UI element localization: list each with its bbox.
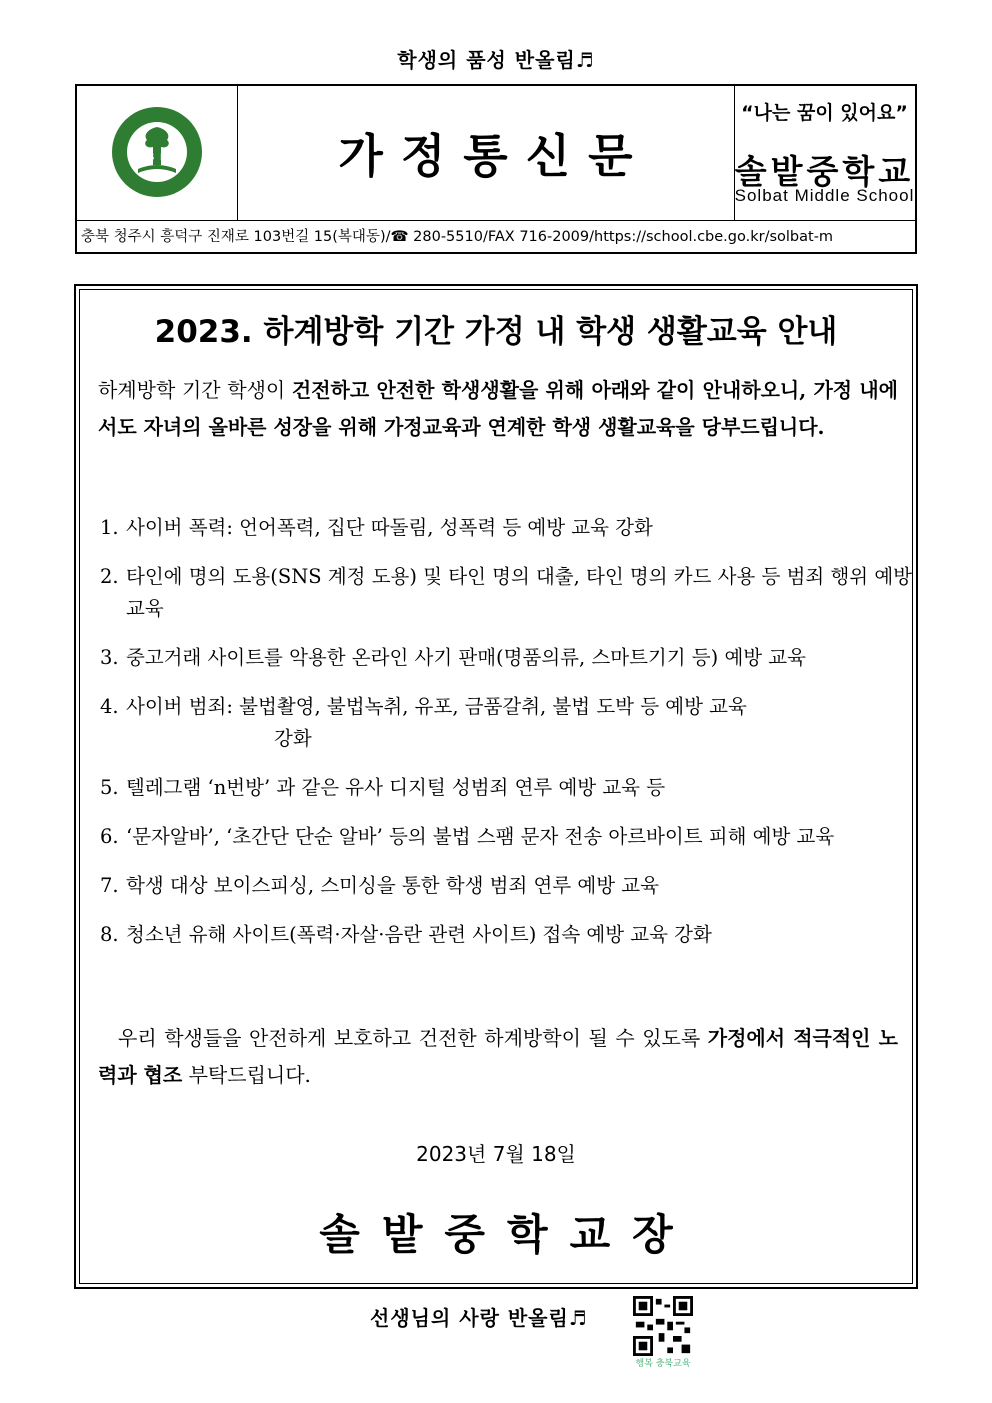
intro-bold-text: 건전하고 안전한 학생생활을 위해 아래와 같이 안내하오니, 가정 내에서도 자녀의 올바른 성장을 위해 가정교육과 연계한 학생 생활교육을 당부드립니다. — [98, 378, 898, 439]
school-address: 충북 청주시 흥덕구 진재로 103번길 15(복대동)/☎ 280-5510/FAX 716-2009/https://school.cbe.go.kr/solbat-m — [77, 220, 915, 252]
item-text: 학생 대상 보이스피싱, 스미싱을 통한 학생 범죄 연루 예방 교육 — [126, 874, 659, 897]
list-item — [98, 561, 916, 625]
newsletter-title: 가정통신문 — [338, 129, 651, 183]
item-number: 1. — [100, 516, 119, 539]
item-number: 3. — [100, 646, 119, 669]
item-text: ‘문자알바’, ‘초간단 단순 알바’ 등의 불법 스팸 문자 전송 아르바이트 피해 예방 교육 — [126, 825, 835, 848]
closing-text-end: 부탁드립니다. — [182, 1063, 311, 1087]
item-text: 텔레그램 ‘n번방’ 과 같은 유사 디지털 성범죄 연루 예방 교육 등 — [126, 776, 666, 799]
list-item — [98, 691, 916, 755]
intro-paragraph — [98, 372, 898, 446]
principal-signature: 솔밭중학교장 — [319, 1210, 695, 1259]
newsletter-title-cell — [237, 86, 735, 220]
list-item — [98, 642, 916, 674]
item-number: 7. — [100, 874, 119, 897]
item-number: 8. — [100, 923, 119, 946]
header-box — [75, 84, 917, 254]
guidance-list — [98, 512, 916, 968]
item-text: 중고거래 사이트를 악용한 온라인 사기 판매(명품의류, 스마트기기 등) 예방 교육 — [126, 646, 806, 669]
item-text-continued: 강화 — [274, 727, 312, 750]
item-number: 2. — [100, 565, 119, 588]
svg-text:S: S — [148, 153, 155, 163]
top-slogan: 학생의 품성 반올림♬ — [397, 48, 595, 72]
logo-cell — [77, 86, 238, 220]
closing-paragraph — [98, 1020, 898, 1094]
document-date: 2023년 7월 18일 — [416, 1142, 576, 1166]
item-text: 사이버 폭력: 언어폭력, 집단 따돌림, 성폭력 등 예방 교육 강화 — [126, 516, 653, 539]
school-logo-icon — [110, 105, 204, 199]
item-number: 4. — [100, 695, 119, 718]
item-text: 타인에 명의 도용(SNS 계정 도용) 및 타인 명의 대출, 타인 명의 카드 사용 등 범죄 행위 예방 교육 — [126, 565, 912, 620]
qr-caption: 행복 충북교육 — [635, 1359, 691, 1369]
closing-bold-text: 가정에서 적극적인 노력과 협조 — [98, 1026, 898, 1087]
notice-inner — [79, 289, 913, 1284]
bottom-slogan: 선생님의 사랑 반올림♬ — [370, 1306, 588, 1330]
notice-box — [74, 284, 918, 1289]
item-number: 5. — [100, 776, 119, 799]
school-name-ko: 솔밭중학교 — [734, 152, 915, 191]
item-number: 6. — [100, 825, 119, 848]
school-cell — [734, 86, 915, 220]
qr-code-icon[interactable] — [633, 1296, 693, 1356]
school-name-en: Solbat Middle School — [734, 186, 915, 205]
list-item — [98, 870, 916, 902]
list-item — [98, 512, 916, 544]
item-text: 사이버 범죄: 불법촬영, 불법녹취, 유포, 금품갈취, 불법 도박 등 예방 교육 — [126, 695, 747, 718]
item-text: 청소년 유해 사이트(폭력·자살·음란 관련 사이트) 접속 예방 교육 강화 — [126, 923, 712, 946]
svg-text:B: B — [160, 153, 167, 163]
list-item — [98, 772, 916, 804]
list-item — [98, 919, 916, 951]
list-item — [98, 821, 916, 853]
school-motto: “나는 꿈이 있어요” — [741, 102, 908, 124]
intro-text: 하계방학 기간 학생이 — [98, 378, 292, 402]
closing-text: 우리 학생들을 안전하게 보호하고 건전한 하계방학이 될 수 있도록 — [118, 1026, 708, 1050]
document-title: 2023. 하계방학 기간 가정 내 학생 생활교육 안내 — [154, 314, 838, 350]
